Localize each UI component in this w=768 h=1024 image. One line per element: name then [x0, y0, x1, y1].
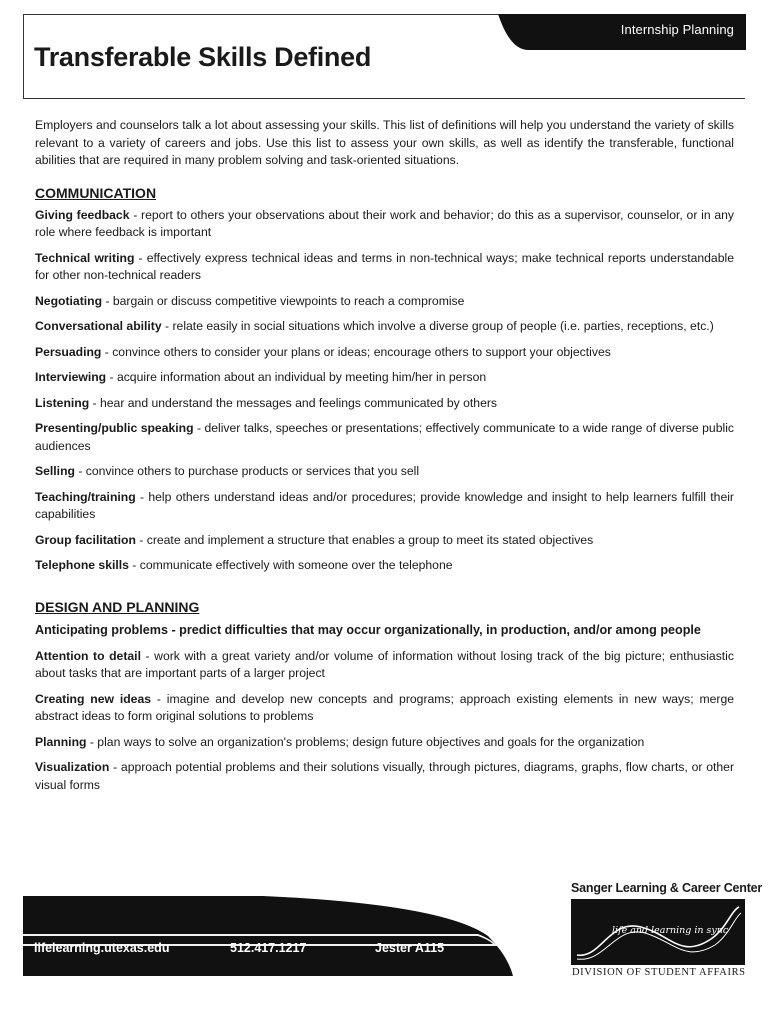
skill-definition: - imagine and develop new concepts and programs; approach existing elements in new ways; merge abstract ideas to form original solutions to problems — [35, 691, 735, 723]
skill-term: Listening — [35, 395, 90, 410]
skill-item — [35, 621, 734, 640]
skill-term: Group facilitation — [35, 532, 136, 547]
section-heading: COMMUNICATION — [35, 184, 157, 201]
skill-term: Negotiating — [35, 293, 103, 308]
skill-definition: - plan ways to solve an organization's problems; design future objectives and goals for the organization — [86, 734, 645, 749]
logo-division: DIVISION OF STUDENT AFFAIRS — [572, 967, 746, 978]
skill-term: Teaching/training — [35, 489, 136, 504]
skill-item — [35, 344, 734, 362]
logo-tagline: life and learning in sync — [612, 925, 729, 936]
skill-term: Selling — [35, 464, 75, 478]
skill-item — [35, 395, 734, 413]
skill-item — [35, 489, 734, 524]
skill-term: Interviewing — [35, 370, 107, 384]
footer-phone: 512.417.1217 — [230, 941, 307, 955]
skill-definition: - hear and understand the messages and feelings communicated by others — [89, 395, 498, 410]
skill-term: Conversational ability — [35, 319, 162, 333]
section-communication — [35, 183, 734, 575]
skill-definition: - communicate effectively with someone over the telephone — [128, 558, 453, 572]
skill-definition: - acquire information about an individual by meeting him/her in person — [106, 370, 487, 384]
skill-item — [35, 532, 734, 550]
skill-definition: - help others understand ideas and/or procedures; provide knowledge and insight to help learners fulfill their capabilities — [35, 489, 734, 521]
skill-term: Creating new ideas — [35, 691, 152, 706]
skill-definition: - approach potential problems and their solutions visually, through pictures, diagrams, graphs, flow charts, or other visual forms — [35, 760, 734, 792]
skill-item — [35, 734, 734, 752]
header-tab-label: Internship Planning — [620, 22, 734, 37]
skill-item — [35, 318, 734, 336]
skill-term: Visualization — [35, 760, 110, 774]
skill-term: Planning — [35, 734, 87, 749]
footer-location: Jester A115 — [375, 941, 445, 955]
page-title: Transferable Skills Defined — [34, 42, 372, 72]
skill-definition: - create and implement a structure that enables a group to meet its stated objectives — [135, 532, 594, 547]
skill-term: Attention to detail — [35, 648, 141, 663]
skill-term: Anticipating problems — [35, 622, 168, 637]
skill-definition: - deliver talks, speeches or presentations; effectively communicate to a wide range of diverse public audiences — [35, 421, 734, 453]
skill-definition: - convince others to consider your plans or ideas; encourage others to support your objectives — [101, 344, 611, 359]
skill-item — [35, 759, 734, 794]
skill-definition: - bargain or discuss competitive viewpoints to reach a compromise — [102, 293, 465, 308]
header-tab — [498, 14, 746, 50]
skill-term: Presenting/public speaking — [35, 421, 194, 435]
footer-website-link[interactable]: lifelearning.utexas.edu — [34, 941, 170, 955]
skill-item — [35, 207, 734, 242]
section-spacer — [35, 583, 734, 597]
skill-item — [35, 369, 734, 387]
skill-definition: - report to others your observations about their work and behavior; do this as a supervisor, counselor, or in any role where feedback is important — [35, 207, 734, 239]
skill-item — [35, 293, 734, 311]
skill-definition: - convince others to purchase products or services that you sell — [74, 464, 420, 478]
skill-definition: - predict difficulties that may occur organizationally, in production, and/or among people — [167, 622, 701, 637]
skill-item — [35, 557, 734, 575]
main-content — [35, 117, 734, 802]
skill-definition: - work with a great variety and/or volume of information without losing track of the big picture; enthusiastic about tasks that are important parts of a larger project — [35, 648, 734, 680]
skill-item — [35, 420, 734, 455]
section-design-planning — [35, 597, 734, 795]
section-heading: DESIGN AND PLANNING — [35, 598, 200, 615]
skill-term: Technical writing — [35, 250, 135, 265]
intro-paragraph: Employers and counselors talk a lot about assessing your skills. This list of definitions will help you understand the variety of skills relevant to a variety of careers and jobs. Use this list to assess your own skills, as well as identify the transferable, functional abilities that are required in many problem solving and task-oriented situations. — [35, 118, 734, 167]
footer-band-shape — [23, 896, 518, 978]
skill-term: Telephone skills — [35, 558, 129, 572]
skill-item — [35, 250, 734, 285]
skill-term: Persuading — [35, 344, 102, 359]
skill-definition: - effectively express technical ideas and terms in non-technical ways; make technical reports understandable for other non-technical readers — [35, 250, 734, 282]
logo-name: Sanger Learning & Career Center — [571, 881, 763, 895]
footer-band — [23, 896, 518, 983]
skill-item — [35, 691, 734, 726]
skill-term: Giving feedback — [35, 207, 130, 222]
skill-item — [35, 463, 734, 481]
skill-item — [35, 648, 734, 683]
skill-definition: - relate easily in social situations which involve a diverse group of people (i.e. parties, receptions, etc.) — [161, 319, 714, 333]
